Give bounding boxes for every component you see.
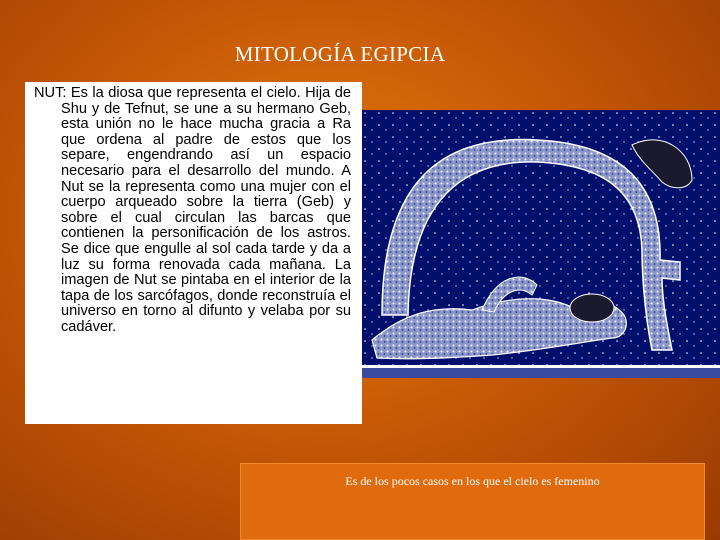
nut-goddess-icon: [362, 110, 720, 378]
text-box: [25, 82, 362, 424]
body-text: NUT: Es la diosa que representa el cielo. Hija de Shu y de Tefnut, se une a su hermano Geb, esta unión no le hace mucha gracia a Ra que ordena al padre de estos que los separe, engendrando así un espacio necesario para el desarrollo del mundo. A Nut se la representa como una mujer con el cuerpo arqueado sobre la tierra (Geb) y sobre el cual circulan las barcas que contienen la personificación de los astros. Se dice que engulle al sol cada tarde y da a luz su forma renovada cada mañana. La imagen de Nut se pintaba en el interior de la tapa de los sarcófagos, donde reconstruía el universo en torno al difunto y velaba por su cadáver.: [34, 85, 351, 335]
caption-text: Es de los pocos casos en los que el cielo es femenino: [345, 474, 600, 488]
slide-title: MITOLOGÍA EGIPCIA: [234, 42, 446, 66]
caption-box: [240, 463, 705, 540]
nut-illustration: [362, 110, 720, 378]
